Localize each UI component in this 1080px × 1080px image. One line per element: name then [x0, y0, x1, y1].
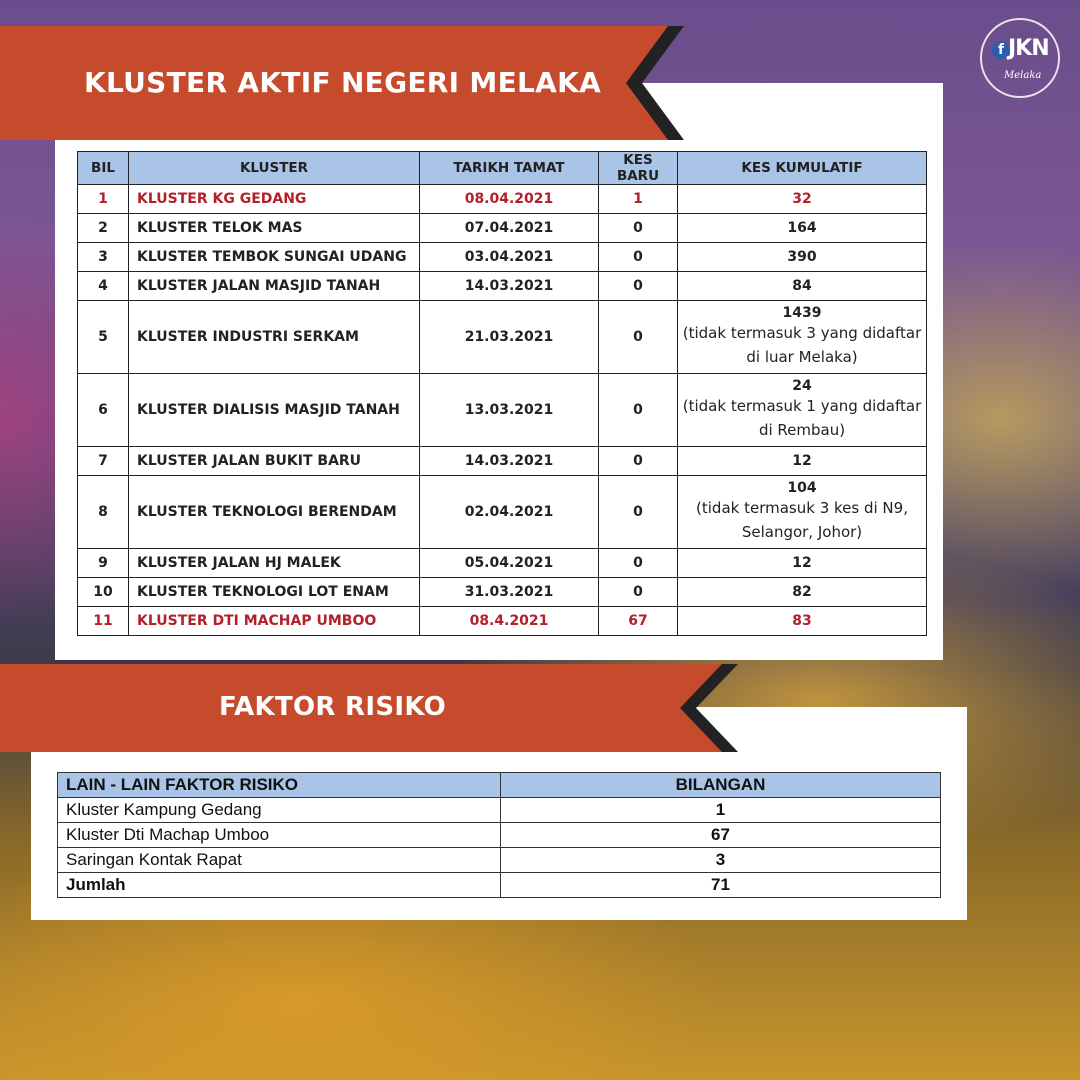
- risk-factor-table: [57, 772, 941, 898]
- cell-kluster: KLUSTER TELOK MAS: [129, 214, 420, 243]
- table-row: [78, 374, 927, 447]
- cell-tarikh: 08.4.2021: [420, 607, 599, 636]
- cell-bil: 6: [78, 374, 129, 447]
- cell-baru: 0: [599, 578, 678, 607]
- cell-bil: 2: [78, 214, 129, 243]
- logo-subtext: Melaka: [1004, 70, 1042, 81]
- kumulatif-value: 24: [792, 378, 812, 394]
- cell-kluster: KLUSTER DTI MACHAP UMBOO: [129, 607, 420, 636]
- cell-tarikh: 03.04.2021: [420, 243, 599, 272]
- cell-bil: 9: [78, 549, 129, 578]
- cell-tarikh: 21.03.2021: [420, 301, 599, 374]
- col-faktor: LAIN - LAIN FAKTOR RISIKO: [58, 773, 501, 798]
- cell-faktor: Saringan Kontak Rapat: [58, 848, 501, 873]
- col-kes-baru: KES BARU: [599, 152, 678, 185]
- cell-kluster: KLUSTER JALAN MASJID TANAH: [129, 272, 420, 301]
- cell-baru: 67: [599, 607, 678, 636]
- cell-baru: 0: [599, 214, 678, 243]
- cell-tarikh: 14.03.2021: [420, 272, 599, 301]
- cell-bil: 8: [78, 476, 129, 549]
- cell-faktor: Jumlah: [58, 873, 501, 898]
- kumulatif-value: 1439: [782, 305, 822, 321]
- kumulatif-note: (tidak termasuk 3 yang didaftar di luar Melaka): [682, 324, 922, 366]
- cell-kumulatif: 12: [678, 549, 927, 578]
- cell-kluster: KLUSTER TEKNOLOGI LOT ENAM: [129, 578, 420, 607]
- cell-bilangan: 1: [501, 798, 941, 823]
- table-header-row: [78, 152, 927, 185]
- cell-baru: 0: [599, 272, 678, 301]
- facebook-badge: f: [992, 41, 1010, 59]
- cell-bil: 11: [78, 607, 129, 636]
- table-row: [78, 607, 927, 636]
- table-row: [78, 214, 927, 243]
- cell-bilangan: 71: [501, 873, 941, 898]
- kumulatif-note: (tidak termasuk 3 kes di N9, Selangor, Johor): [696, 499, 908, 541]
- cell-baru: 0: [599, 447, 678, 476]
- cell-kumulatif: 83: [678, 607, 927, 636]
- table-row: [78, 476, 927, 549]
- cell-kluster: KLUSTER JALAN BUKIT BARU: [129, 447, 420, 476]
- cell-kluster: KLUSTER TEKNOLOGI BERENDAM: [129, 476, 420, 549]
- table-header-row: [58, 773, 941, 798]
- cell-kumulatif: 32: [678, 185, 927, 214]
- cell-kluster: KLUSTER INDUSTRI SERKAM: [129, 301, 420, 374]
- cell-bil: 1: [78, 185, 129, 214]
- cell-baru: 0: [599, 476, 678, 549]
- cell-kluster: KLUSTER KG GEDANG: [129, 185, 420, 214]
- cell-baru: 0: [599, 243, 678, 272]
- col-bil: BIL: [78, 152, 129, 185]
- cell-tarikh: 07.04.2021: [420, 214, 599, 243]
- cell-faktor: Kluster Dti Machap Umboo: [58, 823, 501, 848]
- col-kes-kumulatif: KES KUMULATIF: [678, 152, 927, 185]
- active-cluster-title: KLUSTER AKTIF NEGERI MELAKA: [84, 66, 602, 99]
- cell-kumulatif: 84: [678, 272, 927, 301]
- cell-kumulatif: 82: [678, 578, 927, 607]
- jkn-melaka-logo: [980, 18, 1060, 98]
- table-row: [78, 272, 927, 301]
- cell-faktor: Kluster Kampung Gedang: [58, 798, 501, 823]
- table-row: [78, 447, 927, 476]
- cell-baru: 0: [599, 374, 678, 447]
- cell-baru: 0: [599, 549, 678, 578]
- col-tarikh-tamat: TARIKH TAMAT: [420, 152, 599, 185]
- table-row: [58, 823, 941, 848]
- table-row: [58, 848, 941, 873]
- cell-bilangan: 3: [501, 848, 941, 873]
- total-row: [58, 873, 941, 898]
- cell-kumulatif: [678, 301, 927, 374]
- risk-factor-title: FAKTOR RISIKO: [219, 692, 447, 722]
- table-row: [78, 301, 927, 374]
- table-row: [58, 798, 941, 823]
- cell-tarikh: 31.03.2021: [420, 578, 599, 607]
- col-kluster: KLUSTER: [129, 152, 420, 185]
- table-row: [78, 185, 927, 214]
- table-row: [78, 578, 927, 607]
- kumulatif-note: (tidak termasuk 1 yang didaftar di Rembau): [682, 397, 922, 439]
- cell-kumulatif: [678, 476, 927, 549]
- cell-tarikh: 14.03.2021: [420, 447, 599, 476]
- cell-baru: 0: [599, 301, 678, 374]
- kumulatif-value: 104: [787, 480, 817, 496]
- table-row: [78, 549, 927, 578]
- cell-kumulatif: 390: [678, 243, 927, 272]
- cell-kumulatif: 164: [678, 214, 927, 243]
- cell-kluster: KLUSTER JALAN HJ MALEK: [129, 549, 420, 578]
- cell-kumulatif: 12: [678, 447, 927, 476]
- cell-bil: 10: [78, 578, 129, 607]
- cell-kluster: KLUSTER DIALISIS MASJID TANAH: [129, 374, 420, 447]
- table-row: [78, 243, 927, 272]
- logo-text: JKN: [1008, 36, 1049, 61]
- cell-bilangan: 67: [501, 823, 941, 848]
- cell-bil: 4: [78, 272, 129, 301]
- col-bilangan: BILANGAN: [501, 773, 941, 798]
- cell-bil: 5: [78, 301, 129, 374]
- cell-tarikh: 02.04.2021: [420, 476, 599, 549]
- cell-kumulatif: [678, 374, 927, 447]
- cell-tarikh: 05.04.2021: [420, 549, 599, 578]
- cell-kluster: KLUSTER TEMBOK SUNGAI UDANG: [129, 243, 420, 272]
- cell-baru: 1: [599, 185, 678, 214]
- cell-tarikh: 13.03.2021: [420, 374, 599, 447]
- cell-bil: 7: [78, 447, 129, 476]
- cell-bil: 3: [78, 243, 129, 272]
- active-cluster-table: [77, 151, 927, 636]
- cell-tarikh: 08.04.2021: [420, 185, 599, 214]
